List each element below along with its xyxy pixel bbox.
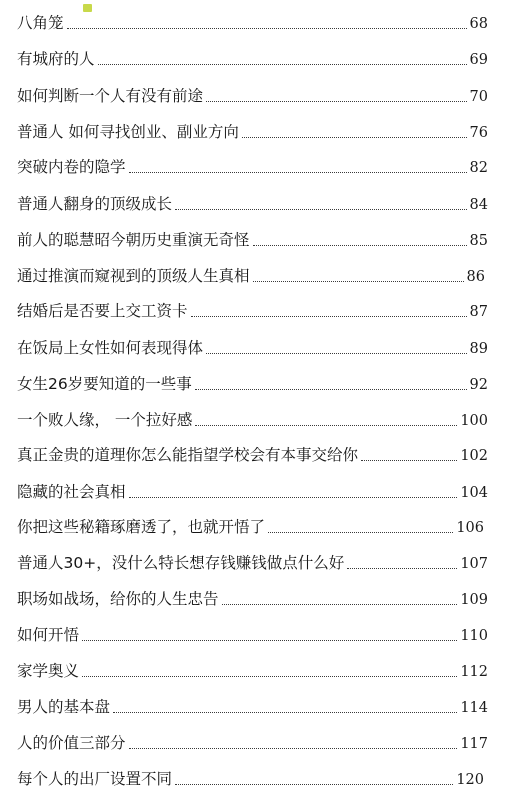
toc-dot-leader <box>268 532 453 533</box>
toc-entry-page: 89 <box>470 336 488 362</box>
toc-entry[interactable] <box>0 659 520 683</box>
toc-dot-leader <box>113 712 457 713</box>
toc-entry-page: 109 <box>460 587 488 613</box>
toc-entry-title: 隐藏的社会真相 <box>17 480 128 504</box>
toc-dot-leader <box>129 172 467 173</box>
toc-entry-title: 家学奥义 <box>17 659 81 683</box>
toc-dot-leader <box>175 784 453 785</box>
toc-entry-title: 如何开悟 <box>17 623 81 647</box>
toc-dot-leader <box>222 604 458 605</box>
toc-dot-leader <box>191 316 467 317</box>
toc-entry-title: 八角笼 <box>17 11 66 35</box>
toc-entry-page: 92 <box>470 372 488 398</box>
toc-entry-page: 85 <box>470 228 488 254</box>
toc-dot-leader <box>175 209 467 210</box>
toc-entry[interactable] <box>0 695 520 719</box>
toc-entry-title: 突破内卷的隐学 <box>17 155 128 179</box>
toc-entry[interactable] <box>0 731 520 755</box>
toc-dot-leader <box>98 64 467 65</box>
toc-entry-page: 69 <box>470 47 488 73</box>
toc-entry-title: 普通人30+，没什么特长想存钱赚钱做点什么好 <box>17 551 346 575</box>
toc-entry[interactable] <box>0 515 520 539</box>
toc-entry-title: 每个人的出厂设置不同 <box>17 767 174 791</box>
toc-entry-title: 一个败人缘， 一个拉好感 <box>17 408 194 432</box>
toc-entry-page: 84 <box>470 192 488 218</box>
toc-dot-leader <box>82 676 457 677</box>
toc-entry[interactable] <box>0 11 520 35</box>
toc-entry[interactable] <box>0 767 520 791</box>
toc-entry-title: 男人的基本盘 <box>17 695 112 719</box>
toc-entry[interactable] <box>0 264 520 288</box>
toc-entry[interactable] <box>0 480 520 504</box>
toc-entry-title: 如何判断一个人有没有前途 <box>17 84 205 108</box>
toc-entry-title: 女生26岁要知道的一些事 <box>17 372 194 396</box>
toc-entry[interactable] <box>0 120 520 144</box>
toc-entry-page: 112 <box>460 659 488 685</box>
toc-dot-leader <box>195 389 467 390</box>
toc-dot-leader <box>129 748 458 749</box>
toc-entry[interactable] <box>0 408 520 432</box>
toc-entry[interactable] <box>0 443 520 467</box>
toc-entry[interactable] <box>0 84 520 108</box>
toc-dot-leader <box>361 460 457 461</box>
toc-entry-page: 114 <box>460 695 488 721</box>
toc-entry-title: 人的价值三部分 <box>17 731 128 755</box>
toc-entry[interactable] <box>0 623 520 647</box>
toc-entry-title: 普通人翻身的顶级成长 <box>17 192 174 216</box>
toc-entry-page: 107 <box>460 551 488 577</box>
toc-entry-title: 前人的聪慧昭今朝历史重演无奇怪 <box>17 228 252 252</box>
toc-dot-leader <box>206 101 467 102</box>
toc-entry-page: 76 <box>470 120 488 146</box>
toc-dot-leader <box>129 497 458 498</box>
toc-entry-title: 有城府的人 <box>17 47 97 71</box>
toc-entry[interactable] <box>0 372 520 396</box>
toc-entry[interactable] <box>0 47 520 71</box>
toc-dot-leader <box>347 568 457 569</box>
toc-entry-page: 70 <box>470 84 488 110</box>
toc-entry-page: 100 <box>460 408 488 434</box>
toc-entry-title: 普通人 如何寻找创业、副业方向 <box>17 120 241 144</box>
toc-dot-leader <box>195 425 457 426</box>
toc-entry-page: 117 <box>460 731 488 757</box>
toc-dot-leader <box>253 281 464 282</box>
toc-entry[interactable] <box>0 336 520 360</box>
toc-entry-page: 104 <box>460 480 488 506</box>
toc-dot-leader <box>82 640 457 641</box>
toc-entry-title: 职场如战场，给你的人生忠告 <box>17 587 221 611</box>
toc-entry[interactable] <box>0 587 520 611</box>
toc-entry-page: 106 <box>456 515 484 541</box>
toc-entry-page: 110 <box>460 623 488 649</box>
toc-dot-leader <box>242 137 467 138</box>
toc-dot-leader <box>253 245 467 246</box>
toc-dot-leader <box>67 28 467 29</box>
toc-entry-page: 82 <box>470 155 488 181</box>
toc-entry-page: 102 <box>460 443 488 469</box>
toc-entry-title: 在饭局上女性如何表现得体 <box>17 336 205 360</box>
toc-entry-page: 120 <box>456 767 484 793</box>
toc-entry-title: 结婚后是否要上交工资卡 <box>17 299 190 323</box>
toc-entry-page: 68 <box>470 11 488 37</box>
toc-entry[interactable] <box>0 228 520 252</box>
toc-entry[interactable] <box>0 192 520 216</box>
toc-entry[interactable] <box>0 299 520 323</box>
toc-entry-title: 通过推演而窥视到的顶级人生真相 <box>17 264 252 288</box>
toc-entry-page: 87 <box>470 299 488 325</box>
toc-dot-leader <box>206 353 467 354</box>
toc-entry[interactable] <box>0 551 520 575</box>
toc-entry-title: 你把这些秘籍琢磨透了，也就开悟了 <box>17 515 267 539</box>
toc-entry[interactable] <box>0 155 520 179</box>
toc-entry-title: 真正金贵的道理你怎么能指望学校会有本事交给你 <box>17 443 360 467</box>
toc-entry-page: 86 <box>467 264 485 290</box>
